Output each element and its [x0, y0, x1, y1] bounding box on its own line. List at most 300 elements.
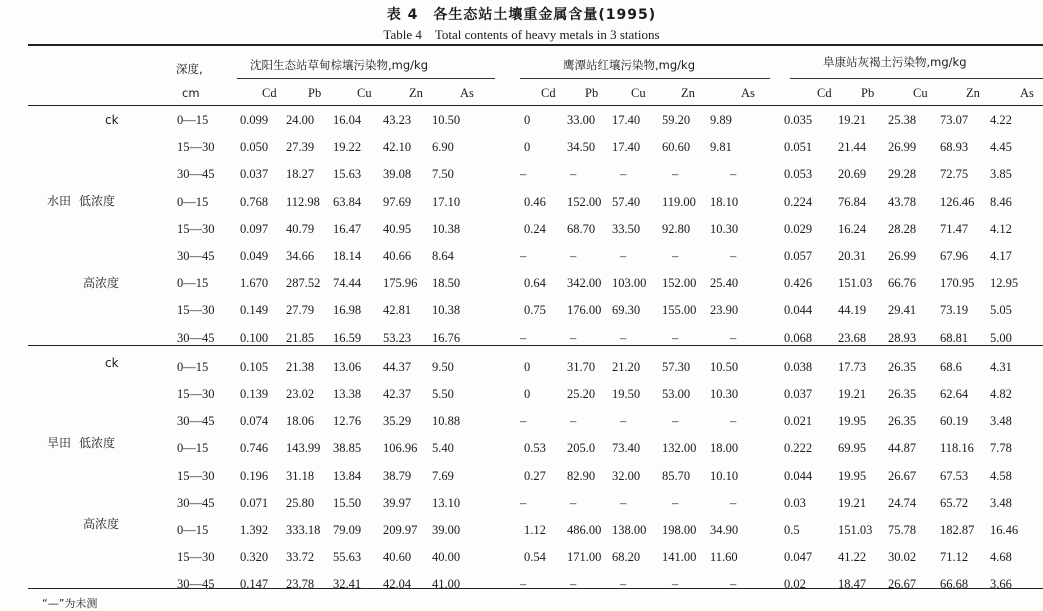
value-cell-as: 3.66: [990, 577, 1012, 591]
value-cell-cu: 26.99: [888, 140, 917, 154]
value-cell-pb: 20.31: [838, 249, 867, 263]
value-cell-zn: 57.30: [662, 360, 691, 374]
group-header-yingtan: 鹰潭站红壤污染物,mg/kg: [563, 58, 695, 72]
value-cell-zn: 170.95: [940, 276, 975, 290]
value-cell-zn: 119.00: [662, 195, 696, 209]
value-cell-cd: 0.044: [784, 469, 813, 483]
value-cell-cd: 0.320: [240, 550, 269, 564]
value-cell-as: 4.12: [990, 222, 1012, 236]
value-cell-cu: 28.93: [888, 331, 917, 345]
value-cell-cu: 16.59: [333, 331, 362, 345]
value-cell-as: 9.81: [710, 140, 732, 154]
group1-underline: [237, 78, 495, 79]
value-cell-as: 11.60: [710, 550, 738, 564]
treatment-label: 低浓度: [79, 436, 116, 450]
value-cell-as: 10.38: [432, 222, 461, 236]
value-cell-cu: 74.44: [333, 276, 362, 290]
depth-cell: 30—45: [177, 249, 215, 263]
value-cell-zn: –: [672, 414, 679, 428]
value-cell-as: 4.82: [990, 387, 1012, 401]
value-cell-cu: 17.40: [612, 140, 641, 154]
value-cell-cu: 63.84: [333, 195, 362, 209]
value-cell-cu: 66.76: [888, 276, 917, 290]
value-cell-cu: 16.04: [333, 113, 362, 127]
value-cell-cu: 69.30: [612, 303, 641, 317]
value-cell-zn: 85.70: [662, 469, 691, 483]
group3-underline: [790, 78, 1043, 79]
value-cell-cd: 0.147: [240, 577, 269, 591]
value-cell-cd: 0.047: [784, 550, 813, 564]
value-cell-pb: 69.95: [838, 441, 867, 455]
value-cell-cu: 15.50: [333, 496, 362, 510]
value-cell-zn: 209.97: [383, 523, 418, 537]
value-cell-as: 7.69: [432, 469, 454, 483]
value-cell-as: 10.38: [432, 303, 461, 317]
value-cell-as: 3.48: [990, 414, 1012, 428]
value-cell-pb: 176.00: [567, 303, 602, 317]
value-cell-cd: 0.02: [784, 577, 806, 591]
element-header-zn: Zn: [409, 86, 423, 100]
value-cell-cu: 57.40: [612, 195, 641, 209]
depth-cell: 15—30: [177, 140, 215, 154]
value-cell-as: 8.64: [432, 249, 454, 263]
value-cell-cd: 1.12: [524, 523, 546, 537]
value-cell-cd: –: [520, 167, 527, 181]
value-cell-pb: 151.03: [838, 523, 873, 537]
value-cell-zn: 73.19: [940, 303, 969, 317]
value-cell-cd: 0.068: [784, 331, 813, 345]
group-header-fukang: 阜康站灰褐土污染物,mg/kg: [823, 55, 967, 69]
value-cell-pb: 486.00: [567, 523, 602, 537]
value-cell-cu: 68.20: [612, 550, 641, 564]
value-cell-cd: 0.057: [784, 249, 813, 263]
element-header-cd: Cd: [262, 86, 277, 100]
depth-cell: 30—45: [177, 331, 215, 345]
value-cell-as: 17.10: [432, 195, 461, 209]
value-cell-pb: –: [570, 496, 577, 510]
value-cell-zn: –: [672, 167, 679, 181]
value-cell-cd: 0.105: [240, 360, 269, 374]
value-cell-pb: 33.72: [286, 550, 315, 564]
value-cell-cd: –: [520, 249, 527, 263]
value-cell-pb: 41.22: [838, 550, 867, 564]
land-type-label: 旱田: [47, 436, 72, 450]
value-cell-as: 34.90: [710, 523, 739, 537]
value-cell-cd: 0.050: [240, 140, 269, 154]
value-cell-as: 12.95: [990, 276, 1019, 290]
element-header-as: As: [460, 86, 474, 100]
value-cell-as: 4.31: [990, 360, 1012, 374]
value-cell-cd: 0: [524, 140, 531, 154]
value-cell-zn: 44.37: [383, 360, 412, 374]
value-cell-pb: 19.21: [838, 496, 867, 510]
value-cell-cd: 0.097: [240, 222, 269, 236]
value-cell-as: –: [730, 496, 737, 510]
value-cell-cu: 32.41: [333, 577, 362, 591]
value-cell-zn: 67.53: [940, 469, 969, 483]
element-header-zn: Zn: [966, 86, 980, 100]
value-cell-as: 10.30: [710, 387, 739, 401]
value-cell-cu: 26.67: [888, 469, 917, 483]
value-cell-zn: 152.00: [662, 276, 697, 290]
value-cell-zn: 92.80: [662, 222, 691, 236]
depth-cell: 30—45: [177, 496, 215, 510]
value-cell-zn: 155.00: [662, 303, 697, 317]
value-cell-pb: 16.24: [838, 222, 867, 236]
value-cell-cu: 21.20: [612, 360, 641, 374]
value-cell-pb: –: [570, 331, 577, 345]
value-cell-pb: –: [570, 249, 577, 263]
value-cell-pb: 21.85: [286, 331, 315, 345]
value-cell-zn: 60.60: [662, 140, 691, 154]
value-cell-cd: –: [520, 414, 527, 428]
value-cell-as: 8.46: [990, 195, 1012, 209]
value-cell-cd: 0.224: [784, 195, 813, 209]
table-title-cn: 表 4 各生态站土壤重金属含量(1995): [386, 7, 657, 23]
value-cell-zn: 43.23: [383, 113, 412, 127]
value-cell-as: 18.10: [710, 195, 739, 209]
value-cell-as: 16.46: [990, 523, 1019, 537]
depth-cell: 0—15: [177, 276, 209, 290]
value-cell-zn: 40.95: [383, 222, 412, 236]
value-cell-cd: 0.746: [240, 441, 269, 455]
value-cell-cu: 26.67: [888, 577, 917, 591]
value-cell-zn: 39.08: [383, 167, 412, 181]
element-header-cd: Cd: [817, 86, 832, 100]
table-title-en: Table 4 Total contents of heavy metals in 3 stations: [383, 27, 660, 42]
value-cell-cd: 1.670: [240, 276, 269, 290]
value-cell-zn: 126.46: [940, 195, 975, 209]
value-cell-cu: 17.40: [612, 113, 641, 127]
depth-cell: 15—30: [177, 550, 215, 564]
value-cell-cu: 29.41: [888, 303, 917, 317]
depth-cell: 0—15: [177, 441, 209, 455]
value-cell-cu: 24.74: [888, 496, 917, 510]
value-cell-zn: 66.68: [940, 577, 969, 591]
value-cell-pb: 342.00: [567, 276, 602, 290]
value-cell-cd: 0.5: [784, 523, 800, 537]
value-cell-zn: 71.47: [940, 222, 969, 236]
value-cell-cu: –: [620, 249, 627, 263]
value-cell-zn: –: [672, 577, 679, 591]
value-cell-as: 9.50: [432, 360, 454, 374]
depth-cell: 15—30: [177, 387, 215, 401]
treatment-label: 高浓度: [83, 517, 120, 531]
value-cell-zn: 60.19: [940, 414, 969, 428]
value-cell-zn: 72.75: [940, 167, 969, 181]
value-cell-cd: 0.54: [524, 550, 546, 564]
depth-cell: 0—15: [177, 360, 209, 374]
depth-cell: 30—45: [177, 414, 215, 428]
element-header-as: As: [1020, 86, 1034, 100]
value-cell-cd: 0.049: [240, 249, 269, 263]
value-cell-cu: 13.84: [333, 469, 362, 483]
value-cell-as: –: [730, 577, 737, 591]
value-cell-zn: 198.00: [662, 523, 697, 537]
value-cell-cd: 1.392: [240, 523, 269, 537]
value-cell-pb: 18.06: [286, 414, 315, 428]
value-cell-as: –: [730, 167, 737, 181]
value-cell-cu: 79.09: [333, 523, 362, 537]
value-cell-zn: 141.00: [662, 550, 697, 564]
value-cell-cd: 0.53: [524, 441, 546, 455]
value-cell-pb: 31.70: [567, 360, 596, 374]
value-cell-as: 3.48: [990, 496, 1012, 510]
value-cell-pb: 68.70: [567, 222, 596, 236]
value-cell-zn: 68.93: [940, 140, 969, 154]
value-cell-pb: 34.50: [567, 140, 596, 154]
depth-cell: 0—15: [177, 113, 209, 127]
value-cell-cd: 0.099: [240, 113, 269, 127]
value-cell-zn: –: [672, 331, 679, 345]
value-cell-as: 18.50: [432, 276, 461, 290]
value-cell-pb: 21.38: [286, 360, 315, 374]
value-cell-zn: 68.81: [940, 331, 969, 345]
value-cell-as: 40.00: [432, 550, 461, 564]
value-cell-pb: 143.99: [286, 441, 321, 455]
value-cell-cd: 0.222: [784, 441, 813, 455]
value-cell-cu: 32.00: [612, 469, 641, 483]
value-cell-cd: 0.074: [240, 414, 269, 428]
value-cell-pb: 40.79: [286, 222, 315, 236]
value-cell-cu: 15.63: [333, 167, 362, 181]
value-cell-cd: 0.75: [524, 303, 546, 317]
element-header-cu: Cu: [357, 86, 372, 100]
value-cell-cu: 103.00: [612, 276, 647, 290]
value-cell-zn: –: [672, 496, 679, 510]
value-cell-zn: 175.96: [383, 276, 418, 290]
value-cell-pb: 112.98: [286, 195, 320, 209]
value-cell-as: 10.50: [710, 360, 739, 374]
value-cell-zn: 42.81: [383, 303, 412, 317]
value-cell-as: 5.00: [990, 331, 1012, 345]
value-cell-cd: 0: [524, 387, 531, 401]
value-cell-cu: 26.35: [888, 387, 917, 401]
value-cell-cd: –: [520, 331, 527, 345]
value-cell-cu: 33.50: [612, 222, 641, 236]
value-cell-cu: –: [620, 577, 627, 591]
value-cell-cd: 0.03: [784, 496, 806, 510]
value-cell-as: 6.90: [432, 140, 454, 154]
value-cell-cd: 0.100: [240, 331, 269, 345]
value-cell-zn: 71.12: [940, 550, 969, 564]
value-cell-cu: –: [620, 414, 627, 428]
value-cell-cd: 0.021: [784, 414, 813, 428]
element-header-zn: Zn: [681, 86, 695, 100]
value-cell-cd: 0.037: [240, 167, 269, 181]
value-cell-as: 7.50: [432, 167, 454, 181]
value-cell-cd: 0: [524, 113, 531, 127]
value-cell-pb: 27.79: [286, 303, 315, 317]
value-cell-cd: 0.029: [784, 222, 813, 236]
depth-cell: 0—15: [177, 195, 209, 209]
value-cell-zn: 42.04: [383, 577, 412, 591]
value-cell-pb: 34.66: [286, 249, 315, 263]
value-cell-pb: 25.80: [286, 496, 315, 510]
element-header-cd: Cd: [541, 86, 556, 100]
value-cell-cd: 0.038: [784, 360, 813, 374]
value-cell-as: –: [730, 331, 737, 345]
depth-cell: 0—15: [177, 523, 209, 537]
value-cell-cu: 16.47: [333, 222, 362, 236]
value-cell-cu: 30.02: [888, 550, 917, 564]
value-cell-pb: 287.52: [286, 276, 321, 290]
value-cell-as: 4.45: [990, 140, 1012, 154]
value-cell-as: –: [730, 249, 737, 263]
value-cell-as: 13.10: [432, 496, 461, 510]
treatment-label: ck: [105, 113, 119, 127]
value-cell-cu: 25.38: [888, 113, 917, 127]
header-bottom-rule: [28, 105, 1043, 106]
value-cell-cd: 0.035: [784, 113, 813, 127]
value-cell-cu: 18.14: [333, 249, 362, 263]
value-cell-cd: 0.051: [784, 140, 813, 154]
value-cell-cu: 73.40: [612, 441, 641, 455]
depth-cell: 30—45: [177, 577, 215, 591]
value-cell-pb: 25.20: [567, 387, 596, 401]
value-cell-zn: 68.6: [940, 360, 962, 374]
value-cell-cd: 0.149: [240, 303, 269, 317]
value-cell-as: 4.58: [990, 469, 1012, 483]
depth-unit: cm: [182, 86, 200, 100]
value-cell-zn: 35.29: [383, 414, 412, 428]
value-cell-as: 10.30: [710, 222, 739, 236]
value-cell-as: 10.50: [432, 113, 461, 127]
value-cell-pb: 333.18: [286, 523, 321, 537]
value-cell-cu: –: [620, 331, 627, 345]
value-cell-zn: 97.69: [383, 195, 412, 209]
value-cell-cd: 0.64: [524, 276, 546, 290]
value-cell-cu: 28.28: [888, 222, 917, 236]
value-cell-as: 10.10: [710, 469, 739, 483]
element-header-as: As: [741, 86, 755, 100]
value-cell-pb: 31.18: [286, 469, 315, 483]
value-cell-cu: 12.76: [333, 414, 362, 428]
value-cell-pb: 171.00: [567, 550, 602, 564]
element-header-cu: Cu: [631, 86, 646, 100]
value-cell-pb: 152.00: [567, 195, 602, 209]
value-cell-zn: 73.07: [940, 113, 969, 127]
value-cell-cd: 0.139: [240, 387, 269, 401]
value-cell-as: 3.85: [990, 167, 1012, 181]
value-cell-zn: –: [672, 249, 679, 263]
value-cell-zn: 39.97: [383, 496, 412, 510]
value-cell-pb: 205.0: [567, 441, 596, 455]
value-cell-pb: 23.68: [838, 331, 867, 345]
value-cell-cd: 0.071: [240, 496, 269, 510]
value-cell-zn: 59.20: [662, 113, 691, 127]
value-cell-zn: 62.64: [940, 387, 969, 401]
value-cell-as: 9.89: [710, 113, 732, 127]
value-cell-pb: 20.69: [838, 167, 867, 181]
value-cell-cd: 0.24: [524, 222, 546, 236]
value-cell-as: 18.00: [710, 441, 739, 455]
value-cell-pb: 82.90: [567, 469, 596, 483]
value-cell-cd: 0.426: [784, 276, 813, 290]
depth-cell: 30—45: [177, 167, 215, 181]
value-cell-cd: 0.196: [240, 469, 269, 483]
value-cell-pb: 18.27: [286, 167, 315, 181]
element-header-pb: Pb: [308, 86, 322, 100]
value-cell-cu: 138.00: [612, 523, 647, 537]
value-cell-as: 5.40: [432, 441, 454, 455]
value-cell-cu: 43.78: [888, 195, 917, 209]
value-cell-cd: 0: [524, 360, 531, 374]
value-cell-zn: 42.37: [383, 387, 412, 401]
value-cell-cd: 0.044: [784, 303, 813, 317]
value-cell-pb: 151.03: [838, 276, 873, 290]
value-cell-as: 10.88: [432, 414, 461, 428]
value-cell-zn: 67.96: [940, 249, 969, 263]
group2-underline: [520, 78, 770, 79]
value-cell-cd: –: [520, 496, 527, 510]
value-cell-as: 4.22: [990, 113, 1012, 127]
value-cell-cd: –: [520, 577, 527, 591]
value-cell-zn: 65.72: [940, 496, 969, 510]
value-cell-cu: 26.35: [888, 360, 917, 374]
value-cell-zn: 53.00: [662, 387, 691, 401]
value-cell-zn: 132.00: [662, 441, 697, 455]
value-cell-cu: 26.99: [888, 249, 917, 263]
element-header-pb: Pb: [861, 86, 875, 100]
value-cell-cu: 19.50: [612, 387, 641, 401]
value-cell-pb: 17.73: [838, 360, 867, 374]
group-header-shenyang: 沈阳生态站草甸棕壤污染物,mg/kg: [250, 58, 428, 72]
value-cell-zn: 40.60: [383, 550, 412, 564]
value-cell-pb: 24.00: [286, 113, 315, 127]
top-rule: [28, 44, 1043, 46]
value-cell-pb: 33.00: [567, 113, 596, 127]
value-cell-pb: 44.19: [838, 303, 867, 317]
value-cell-pb: 23.02: [286, 387, 315, 401]
value-cell-pb: 23.78: [286, 577, 315, 591]
value-cell-cu: 75.78: [888, 523, 917, 537]
value-cell-zn: 118.16: [940, 441, 974, 455]
value-cell-pb: –: [570, 577, 577, 591]
value-cell-pb: 19.21: [838, 113, 867, 127]
depth-header: 深度,: [176, 62, 203, 76]
value-cell-cu: 55.63: [333, 550, 362, 564]
value-cell-cu: 26.35: [888, 414, 917, 428]
value-cell-pb: 27.39: [286, 140, 315, 154]
value-cell-cu: 13.38: [333, 387, 362, 401]
value-cell-cu: –: [620, 496, 627, 510]
value-cell-pb: –: [570, 167, 577, 181]
value-cell-cu: –: [620, 167, 627, 181]
treatment-label: 低浓度: [79, 194, 116, 208]
value-cell-as: 5.50: [432, 387, 454, 401]
value-cell-zn: 182.87: [940, 523, 975, 537]
element-header-cu: Cu: [913, 86, 928, 100]
value-cell-as: –: [730, 414, 737, 428]
value-cell-cd: 0.037: [784, 387, 813, 401]
value-cell-cu: 38.85: [333, 441, 362, 455]
treatment-label: 高浓度: [83, 276, 120, 290]
value-cell-as: 25.40: [710, 276, 739, 290]
value-cell-cu: 44.87: [888, 441, 917, 455]
value-cell-cd: 0.768: [240, 195, 269, 209]
treatment-label: ck: [105, 356, 119, 370]
value-cell-as: 4.17: [990, 249, 1012, 263]
value-cell-cd: 0.053: [784, 167, 813, 181]
value-cell-pb: –: [570, 414, 577, 428]
value-cell-as: 7.78: [990, 441, 1012, 455]
footnote: “—”为未测: [42, 597, 98, 610]
value-cell-zn: 106.96: [383, 441, 418, 455]
depth-cell: 15—30: [177, 303, 215, 317]
value-cell-cu: 29.28: [888, 167, 917, 181]
land-type-label: 水田: [47, 194, 72, 208]
